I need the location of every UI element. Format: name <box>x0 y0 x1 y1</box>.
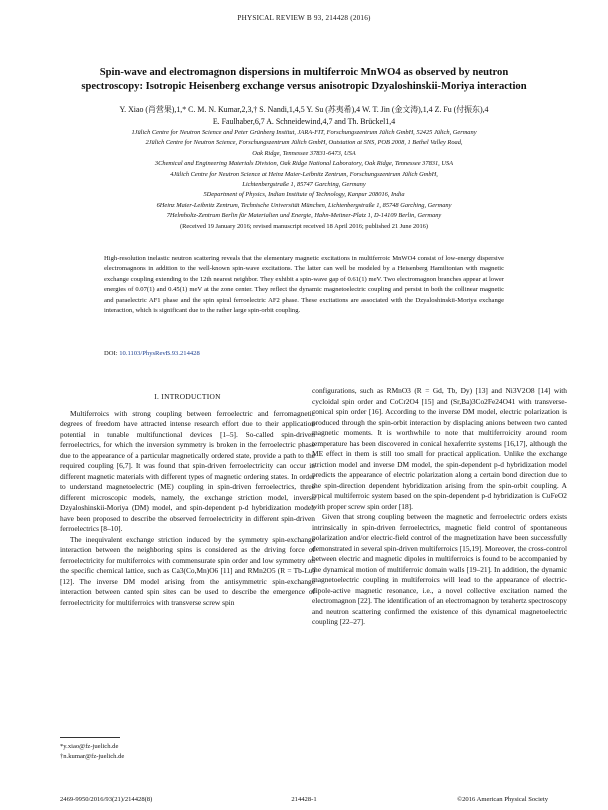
left-column <box>60 392 315 608</box>
footnote-rule <box>60 737 120 738</box>
footnote-2: †n.kumar@fz-juelich.de <box>60 753 125 760</box>
paragraph-4: Given that strong coupling between the magnetic and ferroelectric orders exists intrinsically in spin-driven ferroelectrics, magnetic field control of spontaneous polarization and/or electric-field control of the magnetization have been successfully demonstrated in several spin-driven multiferroics [15,19]. Moreover, the cross-control between electric and magnetic dipoles in multiferroics is found to be accompanied by the dynamical motion of multiferroic domain walls [19–21]. In addition, the dynamic magnetoelectric coupling in multiferroics will lead to the appearance of electric-dipole-active magnetic resonance, i.e., a novel collective excitation named the electromagnon [22]. The identification of an electromagnon by terahertz spectroscopy and neutron scattering confirmed the existence of this dynamical magnetoelectric coupling [22–27]. <box>312 512 567 626</box>
doi-line <box>104 350 200 357</box>
footer-copyright: ©2016 American Physical Society <box>457 796 548 803</box>
doi-label: DOI: <box>104 350 118 357</box>
abstract: High-resolution inelastic neutron scattering reveals that the elementary magnetic excitations in multiferroic MnWO4 consist of low-energy dispersive electromagnons in addition to the well-known spin-wave excitations. The latter can well be modeled by a Heisenberg Hamiltonian with magnetic exchange coupling extending to the 12th nearest neighbor. They exhibit a spin-wave gap of 0.61(1) meV. Two electromagnon branches appear at lower energies of 0.07(1) and 0.45(1) meV at the zone center. They reflect the dynamic magnetoelectric coupling and persist in both the collinear magnetic and paraelectric AF1 phase and the spin spiral ferroelectric AF2 phase. These excitations are associated with the Dzyaloshinskii-Moriya exchange interaction, which is significant due to the rather large spin-orbit coupling. <box>104 255 504 315</box>
affiliation-5: 5Department of Physics, Indian Institute of Technology, Kanpur 208016, India <box>203 191 405 199</box>
affiliation-7: 7Helmholtz-Zentrum Berlin für Materialien und Energie, Hahn-Meitner-Platz 1, D-14109 Berlin, Germany <box>166 212 442 220</box>
authors-line-1: Y. Xiao (肖营果),1,* C. M. N. Kumar,2,3,† S. Nandi,1,4,5 Y. Su (苏夷希),4 W. T. Jin (金文涛),1,4 Z. Fu (付振东),4 <box>119 105 489 114</box>
paragraph-2: The inequivalent exchange striction induced by the symmetry spin-exchange interaction between the neighboring spins is considered as the driving force of ferroelectricity for multiferroics with commensurate spin order and low symmetry on the specific chemical lattice, such as Ca3(Co,Mn)O6 [11] and RMn2O5 (R = Tb-Lu) [12]. The inverse DM model arising from the antisymmetric spin-exchange interaction between canted spin sites can be used to describe the emergence of ferroelectricity for multiferroics with transverse screw spin <box>60 534 315 607</box>
title-line-2: spectroscopy: Isotropic Heisenberg exchange versus anisotropic Dzyaloshinskii-Moriya interaction <box>81 81 527 92</box>
article-title <box>40 66 568 94</box>
affiliation-4-cont: Lichtenbergstraße 1, 85747 Garching, Germany <box>242 181 366 189</box>
affiliation-6: 6Heinz Maier-Leibnitz Zentrum, Technische Universität München, Lichtenbergstraße 1, 85748 Garching, Germany <box>156 201 452 209</box>
footer-left: 2469-9950/2016/93(21)/214428(8) <box>60 796 153 803</box>
affiliation-2: 2Jülich Centre for Neutron Science, Forschungszentrum Jülich GmbH, Outstation at SNS, POB 2008, 1 Bethel Valley Road, <box>145 139 463 147</box>
author-list <box>40 104 568 127</box>
section-heading: I. INTRODUCTION <box>154 392 221 401</box>
paragraph-3: configurations, such as RMnO3 (R = Gd, Tb, Dy) [13] and Ni3V2O8 [14] with cycloidal spin order and CoCr2O4 [15] and (Sr,Ba)3Co2Fe24O41 with transverse-conical spin order [16]. According to the inverse DM model, electric polarization is produced through the spin-orbit interaction by displacing anions between two canted magnetic moments. It is worthwhile to note that multiferroicity around room temperature has been discovered in conical hexaferrite systems [16,17], although the ME effect in them is still too small for practical application. Unlike the exchange striction model and inverse DM model, the spin-dependent p-d hybridization model predicts the appearance of electric polarization along a certain bond direction due to the spin-direction dependent hybridization arising from the spin-orbit coupling. A typical multiferroic system based on the spin-dependent p-d hybridization is CuFeO2 with proper screw spin order [18]. <box>312 386 567 511</box>
footnote-1: *y.xiao@fz-juelich.de <box>60 743 119 750</box>
authors-line-2: E. Faulhaber,6,7 A. Schneidewind,4,7 and Th. Brückel1,4 <box>212 116 396 126</box>
affiliations <box>55 128 553 232</box>
affiliation-3: 3Chemical and Engineering Materials Division, Oak Ridge National Laboratory, Oak Ridge, Tennessee 37831, USA <box>154 160 454 168</box>
affiliation-4: 4Jülich Centre for Neutron Science at Heinz Maier-Leibnitz Zentrum, Forschungszentrum Jülich GmbH, <box>170 170 438 178</box>
paragraph-1: Multiferroics with strong coupling between ferroelectric and ferromagnetic degrees of freedom have attracted intense research effort due to their application potential in tunable multifunctional devices [1–5]. So-called spin-driven ferroelectrics, for which the inversion symmetry is broken in the ferroelectric phase due to the appearance of a particular magnetically ordered state, provide a path to the required coupling [6,7]. It was found that spin-driven ferroelectricity can occur in different magnetic materials with different types of magnetic ordering states. In order to understand magnetoelectric (ME) coupling in spin-driven ferroelectrics, three different microscopic models, namely, the exchange striction model, inverse Dzyaloshinskii-Moriya (DM) model, and spin-dependent p-d hybridization model, have been proposed to describe the observed ferroelectricity in different spin-driven ferroelectrics [8–10]. <box>60 408 315 533</box>
journal-header: PHYSICAL REVIEW B 93, 214428 (2016) <box>237 14 371 22</box>
received-dates: (Received 19 January 2016; revised manuscript received 18 April 2016; published 21 June 2016) <box>180 222 428 230</box>
footnotes <box>60 742 124 762</box>
affiliation-1: 1Jülich Centre for Neutron Science and Peter Grünberg Institut, JARA-FIT, Forschungszentrum Jülich GmbH, 52425 Jülich, Germany <box>131 129 477 136</box>
affiliation-2-cont: Oak Ridge, Tennessee 37831-6473, USA <box>252 149 356 157</box>
title-line-1: Spin-wave and electromagnon dispersions in multiferroic MnWO4 as observed by neutron <box>99 67 509 78</box>
right-column <box>312 386 567 628</box>
footer-page-number: 214428-1 <box>291 796 317 803</box>
doi-link[interactable]: 10.1103/PhysRevB.93.214428 <box>119 350 200 357</box>
